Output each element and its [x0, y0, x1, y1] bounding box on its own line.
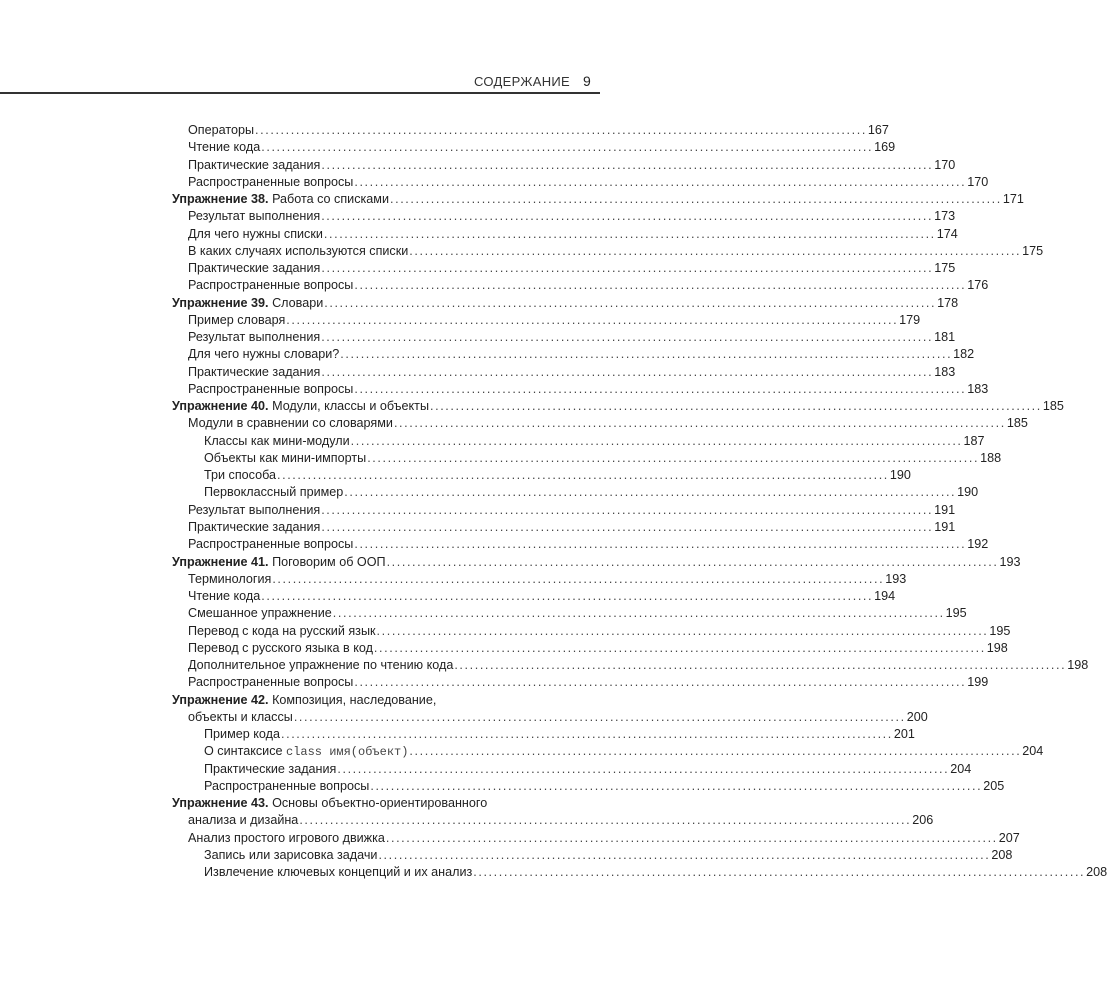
entry-text: Словари [272, 295, 324, 310]
toc-entry-title [188, 260, 320, 277]
dot-leader: ........................................................................................................................ [272, 571, 885, 586]
page-ref: 178 [937, 295, 959, 310]
toc-entry[interactable] [188, 381, 989, 398]
dot-leader: ........................................................................................................................ [293, 709, 906, 724]
dot-leader: ........................................................................................................................ [354, 537, 967, 552]
toc-entry-title [204, 761, 336, 778]
page-ref: 200 [906, 709, 928, 724]
toc-entry-title [172, 795, 487, 812]
dot-leader: ........................................................................................................................ [473, 865, 1086, 880]
page-ref: 179 [899, 312, 921, 327]
dot-leader: ........................................................................................................................ [344, 485, 957, 500]
toc-entry[interactable] [188, 277, 989, 294]
toc-chapter[interactable] [172, 398, 1064, 415]
toc-entry-title [188, 364, 320, 381]
page-ref: 181 [934, 330, 956, 345]
chapter-label: Упражнение 40. [172, 399, 269, 414]
toc-entry[interactable] [188, 536, 989, 553]
page-ref: 185 [1006, 416, 1028, 431]
entry-text: Композиция, наследование, [272, 692, 437, 707]
page-ref: 188 [980, 450, 1002, 465]
page-ref: 201 [893, 727, 915, 742]
page-ref: 208 [991, 847, 1013, 862]
entry-text: Практические задания [188, 261, 321, 276]
toc-entry[interactable] [188, 415, 1028, 432]
toc-entry-title [188, 640, 373, 657]
page-ref: 195 [989, 623, 1011, 638]
toc-entry-title [188, 709, 293, 726]
page-ref: 194 [874, 589, 896, 604]
dot-leader: ........................................................................................................................ [350, 433, 963, 448]
toc-entry[interactable] [188, 208, 956, 225]
dot-leader: ........................................................................................................................ [321, 519, 934, 534]
entry-text: Практические задания [188, 364, 321, 379]
toc-entry[interactable] [188, 260, 956, 277]
page-ref: 175 [1022, 243, 1044, 258]
toc-entry-title [204, 778, 369, 795]
toc-entry-title [188, 381, 353, 398]
toc-entry-title [188, 502, 320, 519]
toc-entry-title [188, 519, 320, 536]
dot-leader: ........................................................................................................................ [286, 312, 899, 327]
dot-leader: ........................................................................................................................ [386, 554, 999, 569]
toc-entry-title [204, 847, 377, 864]
entry-text: Распространенные вопросы [188, 174, 354, 189]
dot-leader: ........................................................................................................................ [321, 209, 934, 224]
toc-entry-title [188, 571, 271, 588]
entry-text: Запись или зарисовка задачи [204, 847, 378, 862]
chapter-label: Упражнение 38. [172, 192, 269, 207]
entry-text: Первоклассный пример [204, 485, 344, 500]
toc-entry-title [188, 122, 254, 139]
dot-leader: ........................................................................................................................ [277, 468, 889, 483]
header-rule [0, 92, 600, 94]
page-ref: 208 [1086, 865, 1107, 880]
toc-entry-title [204, 743, 408, 761]
dot-leader: ........................................................................................................................ [255, 123, 867, 137]
page-ref: 204 [1022, 744, 1044, 759]
toc-entry[interactable] [188, 605, 967, 622]
dot-leader: ........................................................................................................................ [323, 226, 936, 241]
page-ref: 167 [867, 123, 889, 137]
entry-text: Анализ простого игрового движка [188, 830, 385, 845]
dot-leader: ........................................................................................................................ [324, 295, 937, 310]
page-ref: 187 [963, 433, 985, 448]
toc-entry-title [188, 277, 353, 294]
toc-entry[interactable] [204, 743, 1044, 760]
dot-leader: ........................................................................................................................ [261, 140, 874, 155]
entry-text: Терминология [188, 571, 272, 586]
chapter-label: Упражнение 42. [172, 692, 269, 707]
page-ref: 190 [889, 468, 911, 483]
entry-text: Результат выполнения [188, 502, 321, 517]
toc-entry[interactable] [204, 484, 979, 501]
entry-text: Дополнительное упражнение по чтению кода [188, 658, 454, 673]
toc-entry-title [172, 398, 429, 415]
entry-text: анализа и дизайна [188, 813, 299, 828]
entry-text: Распространенные вопросы [188, 537, 354, 552]
page-number: 9 [583, 73, 591, 89]
dot-leader: ........................................................................................................................ [409, 243, 1022, 258]
toc-entry-title [188, 226, 323, 243]
page-ref: 185 [1042, 399, 1064, 414]
toc-entry-title [172, 295, 323, 312]
page-ref: 207 [998, 830, 1020, 845]
dot-leader: ........................................................................................................................ [409, 744, 1022, 759]
toc-chapter[interactable] [172, 191, 1024, 208]
dot-leader: ........................................................................................................................ [299, 813, 912, 828]
page-ref: 192 [967, 537, 989, 552]
page-ref: 206 [912, 813, 934, 828]
dot-leader: ........................................................................................................................ [430, 399, 1042, 414]
page-ref: 183 [934, 364, 956, 379]
toc-entry[interactable] [204, 726, 915, 743]
dot-leader: ........................................................................................................................ [321, 502, 934, 517]
page-ref: 171 [1002, 192, 1024, 207]
page-ref: 199 [967, 675, 989, 690]
toc-chapter[interactable] [172, 795, 588, 812]
toc-entry-title [188, 623, 376, 640]
chapter-label: Упражнение 39. [172, 295, 269, 310]
toc-entry-title [188, 208, 320, 225]
dot-leader: ........................................................................................................................ [321, 157, 934, 172]
entry-text: Распространенные вопросы [188, 675, 354, 690]
entry-text: Распространенные вопросы [188, 278, 354, 293]
dot-leader: ........................................................................................................................ [354, 381, 967, 396]
entry-text: Три способа [204, 468, 277, 483]
entry-text: Основы объектно-ориентированного [272, 796, 488, 811]
toc-entry[interactable] [188, 519, 956, 536]
header-title: СОДЕРЖАНИЕ [474, 74, 571, 89]
toc-entry[interactable] [188, 674, 989, 691]
page-ref: 205 [983, 778, 1005, 793]
page-ref: 193 [885, 571, 907, 586]
entry-text: Работа со списками [272, 192, 389, 207]
page-ref: 198 [986, 640, 1008, 655]
entry-text: Объекты как мини-импорты [204, 450, 367, 465]
toc-entry-title [204, 467, 276, 484]
chapter-label: Упражнение 43. [172, 796, 269, 811]
toc-entry[interactable] [188, 139, 896, 156]
entry-text: Распространенные вопросы [204, 778, 370, 793]
toc-entry[interactable] [204, 761, 972, 778]
toc-entry[interactable] [188, 157, 956, 174]
toc-entry-title [188, 329, 320, 346]
dot-leader: ........................................................................................................................ [321, 330, 934, 345]
toc-entry-title [188, 812, 298, 829]
dot-leader: ........................................................................................................................ [454, 658, 1067, 673]
toc-entry[interactable] [188, 329, 956, 346]
page-ref: 170 [934, 157, 956, 172]
entry-text: В каких случаях используются списки [188, 243, 409, 258]
entry-text: Для чего нужны словари? [188, 347, 340, 362]
page-ref: 169 [874, 140, 896, 155]
toc-entry-title [188, 157, 320, 174]
dot-leader: ........................................................................................................................ [373, 640, 986, 655]
toc-entry[interactable] [188, 226, 958, 243]
dot-leader: ........................................................................................................................ [393, 416, 1006, 431]
toc-entry[interactable] [188, 122, 889, 139]
toc-entry-title [188, 312, 285, 329]
toc-entry[interactable] [204, 847, 1013, 864]
toc-entry-title [188, 830, 385, 847]
toc-entry[interactable] [188, 709, 928, 726]
toc-entry[interactable] [188, 623, 1011, 640]
dot-leader: ........................................................................................................................ [370, 778, 983, 793]
entry-text: Чтение кода [188, 140, 261, 155]
page-ref: 191 [934, 502, 956, 517]
chapter-label: Упражнение 41. [172, 554, 269, 569]
entry-text: Результат выполнения [188, 209, 321, 224]
toc-entry-title [188, 174, 353, 191]
page-ref: 195 [945, 606, 967, 621]
dot-leader: ........................................................................................................................ [367, 450, 980, 465]
dot-leader: ........................................................................................................................ [354, 174, 967, 189]
entry-text: Результат выполнения [188, 330, 321, 345]
page-ref: 193 [999, 554, 1021, 569]
dot-leader: ........................................................................................................................ [354, 675, 967, 690]
entry-text: Извлечение ключевых концепций и их анализ [204, 865, 473, 880]
toc-entry-title [172, 692, 436, 709]
page-ref: 174 [936, 226, 958, 241]
page-ref: 191 [934, 519, 956, 534]
toc-chapter[interactable] [172, 692, 588, 709]
page-ref: 170 [967, 174, 989, 189]
toc-entry[interactable] [204, 864, 1107, 881]
dot-leader: ........................................................................................................................ [340, 347, 953, 362]
entry-text: Практические задания [188, 519, 321, 534]
entry-text: О синтаксисе [204, 744, 283, 759]
toc-entry-title [204, 864, 472, 881]
dot-leader: ........................................................................................................................ [376, 623, 989, 638]
toc-entry[interactable] [188, 830, 1020, 847]
page-ref: 183 [967, 381, 989, 396]
code-snippet: class имя(объект) [286, 745, 409, 760]
entry-text: Перевод с кода на русский язык [188, 623, 376, 638]
dot-leader: ........................................................................................................................ [337, 761, 950, 776]
toc-entry-title [172, 554, 386, 571]
toc-entry[interactable] [188, 588, 896, 605]
dot-leader: ........................................................................................................................ [281, 727, 893, 742]
dot-leader: ........................................................................................................................ [385, 830, 998, 845]
page-ref: 182 [953, 347, 975, 362]
entry-text: Модули в сравнении со словарями [188, 416, 393, 431]
dot-leader: ........................................................................................................................ [390, 192, 1002, 207]
toc-entry-title [188, 588, 260, 605]
toc-entry[interactable] [204, 467, 911, 484]
toc-entry-title [204, 726, 280, 743]
page-ref: 204 [950, 761, 972, 776]
toc-chapter[interactable] [172, 554, 1021, 571]
toc-entry-title [188, 139, 260, 156]
toc-entry[interactable] [188, 243, 1044, 260]
entry-text: Для чего нужны списки [188, 226, 323, 241]
dot-leader: ........................................................................................................................ [332, 606, 945, 621]
entry-text: Смешанное упражнение [188, 606, 332, 621]
page-ref: 190 [957, 485, 979, 500]
dot-leader: ........................................................................................................................ [321, 364, 934, 379]
toc-entry[interactable] [188, 174, 989, 191]
entry-text: Практические задания [204, 761, 337, 776]
entry-text: Пример словаря [188, 312, 286, 327]
toc-entry[interactable] [188, 640, 1008, 657]
toc-entry[interactable] [188, 657, 1089, 674]
dot-leader: ........................................................................................................................ [261, 589, 874, 604]
toc-entry-title [188, 243, 408, 260]
toc-entry-title [204, 450, 366, 467]
toc-entry[interactable] [204, 433, 985, 450]
toc-entry[interactable] [188, 812, 934, 829]
toc-entry[interactable] [204, 450, 1002, 467]
toc-entry-title [188, 536, 353, 553]
toc-entry-title [188, 674, 353, 691]
toc-entry-title [188, 346, 339, 363]
entry-text: объекты и классы [188, 709, 293, 724]
toc-entry[interactable] [188, 346, 975, 363]
dot-leader: ........................................................................................................................ [378, 847, 991, 862]
page-ref: 198 [1067, 658, 1089, 673]
entry-text: Чтение кода [188, 589, 261, 604]
entry-text: Пример кода [204, 727, 280, 742]
page-ref: 175 [934, 261, 956, 276]
toc-entry[interactable] [188, 312, 921, 329]
dot-leader: ........................................................................................................................ [354, 278, 967, 293]
entry-text: Перевод с русского языка в код [188, 640, 373, 655]
toc-entry-title [188, 415, 393, 432]
entry-text: Модули, классы и объекты [272, 399, 429, 414]
toc-entry[interactable] [188, 571, 907, 588]
entry-text: Операторы [188, 123, 255, 137]
toc-entry-title [188, 657, 453, 674]
page-ref: 173 [934, 209, 956, 224]
entry-text: Практические задания [188, 157, 321, 172]
toc-entry[interactable] [204, 778, 1005, 795]
entry-text: Поговорим об ООП [272, 554, 386, 569]
entry-text: Классы как мини-модули [204, 433, 350, 448]
toc-chapter[interactable] [172, 295, 959, 312]
dot-leader: ........................................................................................................................ [321, 261, 934, 276]
page-ref: 176 [967, 278, 989, 293]
toc-entry-title [204, 433, 350, 450]
toc-entry-title [204, 484, 343, 501]
toc-entry[interactable] [188, 364, 956, 381]
toc-entry-title [172, 191, 389, 208]
entry-text: Распространенные вопросы [188, 381, 354, 396]
toc-entry-title [188, 605, 332, 622]
toc-entry[interactable] [188, 502, 956, 519]
